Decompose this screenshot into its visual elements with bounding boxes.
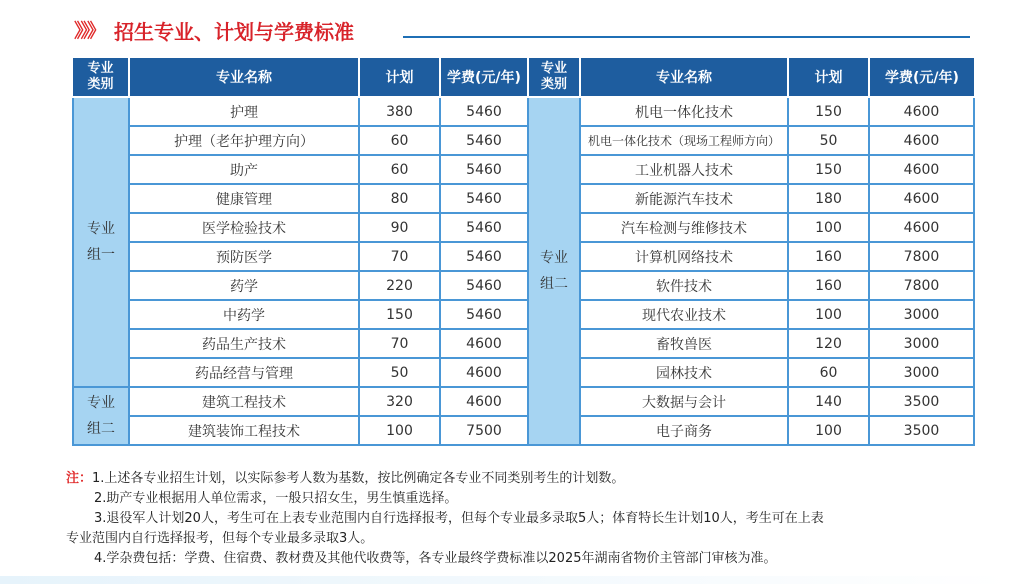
table-row: [73, 155, 974, 184]
note-line-3b: 专业范围内自行选择报考，但每个专业最多录取3人。: [66, 531, 374, 546]
title-arrows-icon: 》》》: [74, 20, 104, 42]
note-line-1: [66, 469, 991, 489]
major-name: 计算机网络技术: [580, 242, 788, 271]
note-line-4: 4.学杂费包括：学费、住宿费、教材费及其他代收费等，各专业最终学费标准以2025年湖南省物价主管部门审核为准。: [94, 551, 777, 566]
tuition-fee: 7500: [440, 416, 528, 445]
plan-count: 380: [359, 97, 440, 126]
tuition-fee: 5460: [440, 184, 528, 213]
tuition-fee: 4600: [440, 387, 528, 416]
header-category-left: 专业 类别: [73, 58, 129, 97]
table-row: [73, 242, 974, 271]
tuition-fee: 4600: [440, 329, 528, 358]
major-name: 汽车检测与维修技术: [580, 213, 788, 242]
major-name: 园林技术: [580, 358, 788, 387]
major-name: 健康管理: [129, 184, 359, 213]
major-name: 畜牧兽医: [580, 329, 788, 358]
tuition-fee: 5460: [440, 242, 528, 271]
note-line-3a: 3.退役军人计划20人，考生可在上表专业范围内自行选择报考，但每个专业最多录取5人；体育特长生计划10人，考生可在上表: [94, 511, 824, 526]
tuition-fee: 5460: [440, 97, 528, 126]
tuition-fee: 7800: [869, 271, 974, 300]
major-name: 工业机器人技术: [580, 155, 788, 184]
table-row: [73, 271, 974, 300]
page-title: 招生专业、计划与学费标准: [114, 20, 354, 44]
title-underline: [403, 36, 970, 38]
plan-count: 120: [788, 329, 869, 358]
tuition-fee: 4600: [869, 155, 974, 184]
header-name-left: 专业名称: [129, 58, 359, 97]
plan-count: 150: [788, 155, 869, 184]
major-name: 药学: [129, 271, 359, 300]
major-name: 助产: [129, 155, 359, 184]
tuition-fee: 4600: [869, 184, 974, 213]
tuition-fee: 5460: [440, 155, 528, 184]
section-title-bar: [70, 14, 970, 44]
header-name-right: 专业名称: [580, 58, 788, 97]
plan-count: 60: [788, 358, 869, 387]
plan-count: 160: [788, 271, 869, 300]
tuition-fee: 5460: [440, 126, 528, 155]
plan-count: 50: [788, 126, 869, 155]
note-line-2: 2.助产专业根据用人单位需求，一般只招女生，男生慎重选择。: [94, 491, 458, 506]
header-fee-left: 学费(元/年): [440, 58, 528, 97]
tuition-fee: 4600: [869, 97, 974, 126]
tuition-fee: 3000: [869, 300, 974, 329]
tuition-fee: 4600: [869, 126, 974, 155]
major-name: 软件技术: [580, 271, 788, 300]
major-name: 机电一体化技术: [580, 97, 788, 126]
tuition-fee: 3500: [869, 387, 974, 416]
table-row: [73, 213, 974, 242]
header-plan-left: 计划: [359, 58, 440, 97]
header-plan-right: 计划: [788, 58, 869, 97]
major-name: 药品生产技术: [129, 329, 359, 358]
table-row: [73, 358, 974, 387]
major-name: 中药学: [129, 300, 359, 329]
plan-count: 150: [359, 300, 440, 329]
table-row: [73, 300, 974, 329]
plan-count: 60: [359, 155, 440, 184]
tuition-fee: 4600: [869, 213, 974, 242]
plan-count: 100: [788, 416, 869, 445]
table-row: [73, 97, 974, 126]
major-name: 机电一体化技术（现场工程师方向）: [580, 126, 788, 155]
tuition-fee: 5460: [440, 300, 528, 329]
plan-count: 140: [788, 387, 869, 416]
major-name: 电子商务: [580, 416, 788, 445]
tuition-fee: 3500: [869, 416, 974, 445]
plan-count: 70: [359, 242, 440, 271]
major-name: 医学检验技术: [129, 213, 359, 242]
plan-count: 60: [359, 126, 440, 155]
major-name: 预防医学: [129, 242, 359, 271]
notes-section: [66, 469, 991, 569]
table-row: [73, 329, 974, 358]
plan-count: 220: [359, 271, 440, 300]
major-name: 护理: [129, 97, 359, 126]
note-text: 1.上述各专业招生计划，以实际参考人数为基数，按比例确定各专业不同类别考生的计划数。: [92, 471, 625, 486]
plan-count: 320: [359, 387, 440, 416]
table-row: [73, 387, 974, 416]
header-category-right: 专业 类别: [528, 58, 580, 97]
notes-label: 注：: [66, 471, 93, 486]
table-row: [73, 126, 974, 155]
tuition-fee: 7800: [869, 242, 974, 271]
plan-count: 100: [788, 213, 869, 242]
plan-count: 80: [359, 184, 440, 213]
tuition-fee: 4600: [440, 358, 528, 387]
tuition-fee: 3000: [869, 358, 974, 387]
header-fee-right: 学费(元/年): [869, 58, 974, 97]
right-group-2-cell: 专业 组二: [528, 97, 580, 445]
table-header-row: [73, 58, 974, 97]
table-row: [73, 416, 974, 445]
major-name: 大数据与会计: [580, 387, 788, 416]
decorative-bottom-strip: [0, 576, 1011, 584]
tuition-fee: 5460: [440, 271, 528, 300]
left-group-1-cell: 专业 组一: [73, 97, 129, 387]
major-name: 现代农业技术: [580, 300, 788, 329]
plan-count: 160: [788, 242, 869, 271]
table-row: [73, 184, 974, 213]
tuition-fee: 5460: [440, 213, 528, 242]
major-name: 药品经营与管理: [129, 358, 359, 387]
major-name: 建筑工程技术: [129, 387, 359, 416]
plan-count: 180: [788, 184, 869, 213]
plan-count: 150: [788, 97, 869, 126]
plan-count: 100: [788, 300, 869, 329]
major-name: 新能源汽车技术: [580, 184, 788, 213]
left-group-2-cell: 专业 组二: [73, 387, 129, 445]
plan-count: 70: [359, 329, 440, 358]
major-name: 建筑装饰工程技术: [129, 416, 359, 445]
tuition-fee: 3000: [869, 329, 974, 358]
plan-count: 50: [359, 358, 440, 387]
major-name: 护理（老年护理方向）: [129, 126, 359, 155]
enrollment-table: [72, 58, 975, 446]
plan-count: 100: [359, 416, 440, 445]
plan-count: 90: [359, 213, 440, 242]
